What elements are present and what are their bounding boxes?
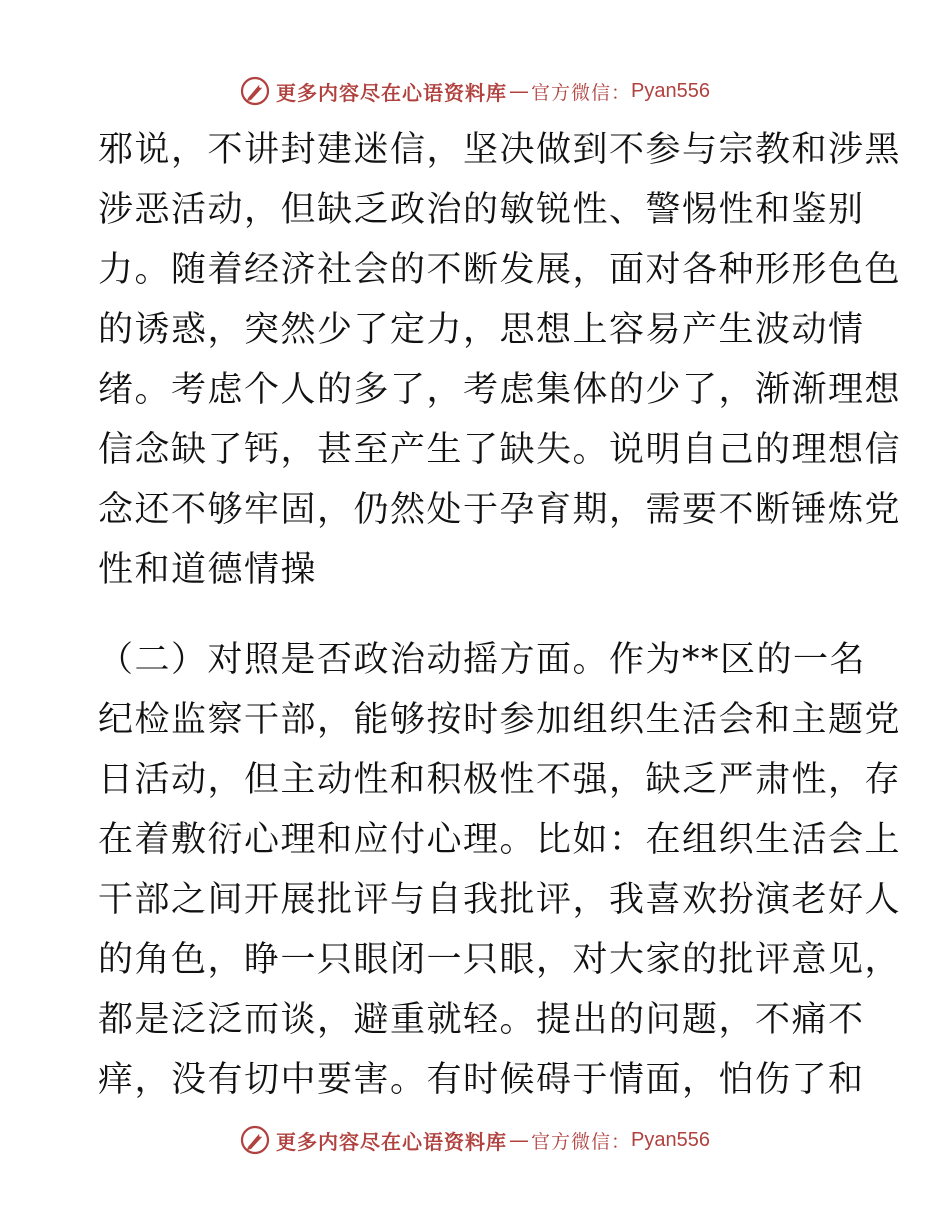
text-line: （二）对照是否政治动摇方面。作为**区的一名 bbox=[98, 640, 867, 680]
watermark-main-text: 更多内容尽在心语资料库 bbox=[276, 1129, 507, 1154]
text-line: 纪检监察干部，能够按时参加组织生活会和主题党 bbox=[98, 700, 902, 740]
text-line: 性和道德情操 bbox=[98, 550, 318, 590]
text-line: 干部之间开展批评与自我批评，我喜欢扮演老好人 bbox=[98, 880, 902, 920]
watermark-separator: — bbox=[509, 79, 529, 103]
pen-logo-icon bbox=[240, 1125, 270, 1155]
pen-logo-icon bbox=[240, 76, 270, 106]
text-line: 在着敷衍心理和应付心理。比如：在组织生活会上 bbox=[98, 820, 902, 860]
watermark-separator: — bbox=[509, 1128, 529, 1152]
text-line: 的诱惑，突然少了定力，思想上容易产生波动情 bbox=[98, 310, 865, 350]
watermark-label: 官方微信： bbox=[531, 81, 632, 104]
text-line: 涉恶活动，但缺乏政治的敏锐性、警惕性和鉴别 bbox=[98, 190, 865, 230]
paragraph-1 bbox=[98, 120, 902, 600]
text-line: 信念缺了钙，甚至产生了缺失。说明自己的理想信 bbox=[98, 430, 902, 470]
text-line: 的角色，睁一只眼闭一只眼，对大家的批评意见， bbox=[98, 940, 902, 980]
watermark-wechat-id: Pyan556 bbox=[631, 1128, 710, 1151]
text-line: 力。随着经济社会的不断发展，面对各种形形色色 bbox=[98, 250, 902, 290]
text-line: 日活动，但主动性和积极性不强，缺乏严肃性，存 bbox=[98, 760, 902, 800]
paragraph-2 bbox=[98, 630, 902, 1110]
text-line: 邪说，不讲封建迷信，坚决做到不参与宗教和涉黑 bbox=[98, 130, 902, 170]
footer-watermark bbox=[0, 1120, 950, 1160]
watermark-label: 官方微信： bbox=[531, 1130, 632, 1153]
text-line: 念还不够牢固，仍然处于孕育期，需要不断锤炼党 bbox=[98, 490, 902, 530]
watermark-main-text: 更多内容尽在心语资料库 bbox=[276, 80, 507, 105]
text-line: 都是泛泛而谈，避重就轻。提出的问题，不痛不 bbox=[98, 1000, 865, 1040]
document-body bbox=[98, 120, 902, 1110]
paragraph-gap bbox=[98, 600, 858, 630]
text-line: 痒，没有切中要害。有时候碍于情面，怕伤了和 bbox=[98, 1060, 865, 1100]
text-line: 绪。考虑个人的多了，考虑集体的少了，渐渐理想 bbox=[98, 370, 902, 410]
header-watermark bbox=[0, 71, 950, 111]
watermark-wechat-id: Pyan556 bbox=[631, 79, 710, 102]
